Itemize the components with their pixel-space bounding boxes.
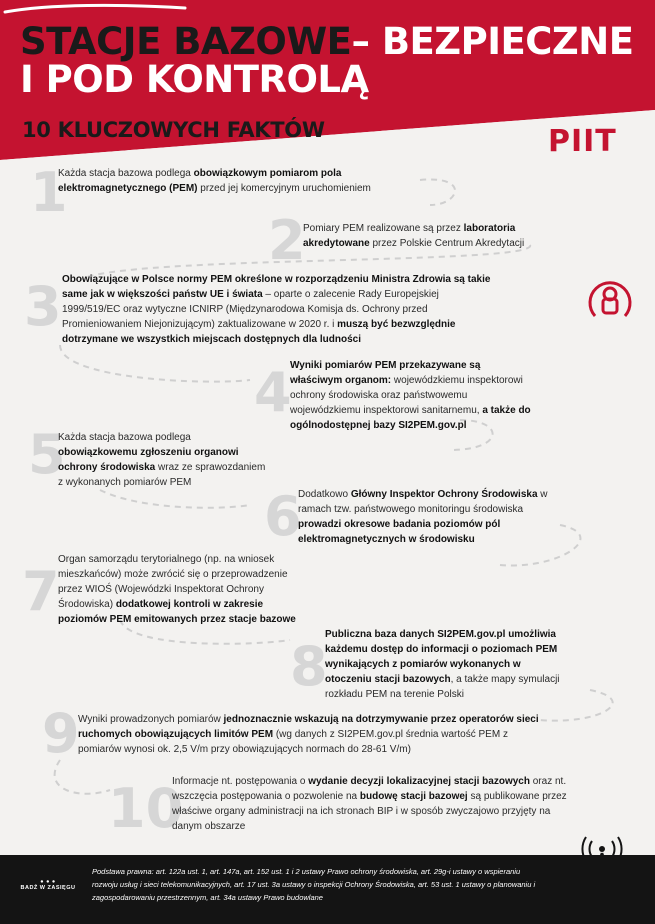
fact-number-2: 2 — [268, 209, 306, 272]
fact-5-segment: Każda stacja bazowa podlega — [58, 432, 191, 443]
shield-lock-icon — [585, 272, 635, 322]
fact-10-segment: budowę stacji bazowej — [359, 791, 468, 802]
fact-number-7: 7 — [22, 560, 60, 623]
fact-2-segment: Pomiary PEM realizowane są przez — [303, 223, 464, 234]
fact-5-segment: wraz ze sprawozdaniem z wykonanych pomiarów PEM — [58, 462, 266, 488]
footer-logo-text: BADŹ W ZASIĘGU — [20, 885, 76, 891]
fact-2-segment: laboratoria akredytowane — [303, 223, 516, 249]
fact-text-2 — [303, 221, 543, 251]
fact-9-segment: Wyniki prowadzonych pomiarów — [78, 714, 224, 725]
page-title-part1: STACJE BAZOWE — [20, 20, 352, 63]
subtitle: 10 KLUCZOWYCH FAKTÓW — [22, 118, 325, 142]
fact-number-1: 1 — [30, 161, 68, 224]
fact-4-segment: a także do ogólnodostępnej bazy SI2PEM.gov.pl — [290, 405, 531, 431]
fact-number-8: 8 — [290, 635, 328, 698]
fact-text-1 — [58, 166, 378, 196]
fact-1-segment: przed jej komercyjnym uruchomieniem — [197, 183, 371, 194]
fact-2-segment: przez Polskie Centrum Akredytacji — [369, 238, 525, 249]
fact-10-segment: oraz nt. wszczęcia postępowania o pozwolenie na — [172, 776, 567, 802]
fact-10-segment: Informacje nt. postępowania o — [172, 776, 309, 787]
fact-5-segment: obowiązkowemu zgłoszeniu organowi ochrony środowiska — [58, 447, 239, 473]
page-title-part2: – BEZPIECZNE — [351, 20, 634, 63]
fact-4-segment: Wyniki pomiarów PEM przekazywane są właściwym organom: — [290, 360, 481, 386]
fact-text-10 — [172, 774, 567, 834]
fact-3-segment: – oparte o zalecenie Rady Europejskiej 1999/519/EC oraz wytyczne ICNIRP (Międzynarodowa Komisja ds. Ochrony przed Promieniowaniem Niejonizującym) zaktualizowane w 2020 r. i — [62, 289, 439, 330]
fact-7-segment: dodatkowej kontroli w zakresie poziomów PEM emitowanych przez stacje bazowe — [58, 599, 296, 625]
fact-10-segment: wydanie decyzji lokalizacyjnej stacji bazowych — [308, 776, 530, 787]
fact-4-segment: wojewódzkiemu inspektorowi ochrony środowiska oraz państwowemu wojewódzkiemu inspektorowi sanitarnemu, — [290, 375, 523, 416]
footer-logo — [18, 879, 78, 891]
fact-1-segment: Każda stacja bazowa podlega — [58, 168, 194, 179]
header — [0, 0, 655, 160]
fact-9-segment: (wg danych z SI2PEM.gov.pl średnia wartość PEM z pomiarów wynosi ok. 2,5 V/m przy obowiązujących normach do 28-61 V/m) — [78, 729, 508, 755]
fact-text-8 — [325, 627, 570, 702]
fact-number-6: 6 — [264, 485, 302, 548]
fact-1-segment: obowiązkowym pomiarom pola elektromagnetycznego (PEM) — [58, 168, 342, 194]
fact-text-5 — [58, 430, 273, 490]
fact-3-segment: Obowiązujące w Polsce normy PEM określone w rozporządzeniu Ministra Zdrowia są takie same jak w większości państw UE i świata — [62, 274, 491, 300]
legal-basis: Podstawa prawna: art. 122a ust. 1, art. 147a, art. 152 ust. 1 i 2 ustawy Prawo ochrony środowiska, art. 29g-i ustawy o wspieraniu rozwoju usług i sieci telekomunikacyjnych, art. 17 ust. 3a ustawy o inspekcji Ochrony Środowiska, art. 53 ust. 1 ustawy o planowaniu i zagospodarowaniu przestrzennym, art. 34a ustawy Prawo budowlane — [92, 867, 536, 902]
fact-6-segment: w ramach tzw. państwowego monitoringu środowiska — [298, 489, 548, 515]
footer-logo-mark: ● ● ● — [40, 879, 56, 885]
fact-10-segment: są publikowane przez właściwe organy administracji na ich stronach BIP i w sposób zwyczajowo przyjęty na danym obszarze — [172, 791, 567, 832]
fact-text-4 — [290, 358, 535, 433]
fact-8-segment: Publiczna baza danych SI2PEM.gov.pl umożliwia każdemu dostęp do informacji o poziomach PEM wynikających z pomiarów wykonanych w otoczeniu stacji bazowych — [325, 629, 558, 685]
fact-text-3 — [62, 272, 492, 347]
fact-6-segment: Główny Inspektor Ochrony Środowiska — [350, 489, 538, 500]
footer — [0, 855, 655, 924]
fact-7-segment: Organ samorządu terytorialnego (np. na wniosek mieszkańców) może zwrócić się o przeprowadzenie przez WIOŚ (Wojewódzki Inspektorat Ochrony Środowiska) — [58, 554, 288, 610]
fact-6-segment: prowadzi okresowe badania poziomów pól elektromagnetycznych w środowisku — [298, 519, 501, 545]
fact-number-3: 3 — [24, 275, 62, 338]
page-title-line2: I POD KONTROLĄ — [20, 58, 369, 101]
fact-number-9: 9 — [42, 702, 80, 765]
fact-text-9 — [78, 712, 548, 757]
fact-number-10: 10 — [108, 777, 184, 840]
subtitle-underline — [0, 0, 190, 20]
fact-text-7 — [58, 552, 303, 627]
page-title — [20, 22, 634, 62]
fact-3-segment: muszą być bezwzględnie dotrzymane we wszystkich miejscach dostępnych dla ludności — [62, 319, 456, 345]
piit-logo: PIIT — [548, 124, 617, 159]
fact-number-5: 5 — [28, 423, 66, 486]
fact-text-6 — [298, 487, 563, 547]
fact-8-segment: , a także mapy symulacji rozkładu PEM na terenie Polski — [325, 674, 560, 700]
fact-6-segment: Dodatkowo — [298, 489, 351, 500]
fact-9-segment: jednoznacznie wskazują na dotrzymywanie przez operatorów sieci ruchomych obowiązujących limitów PEM — [78, 714, 539, 740]
fact-number-4: 4 — [254, 361, 292, 424]
